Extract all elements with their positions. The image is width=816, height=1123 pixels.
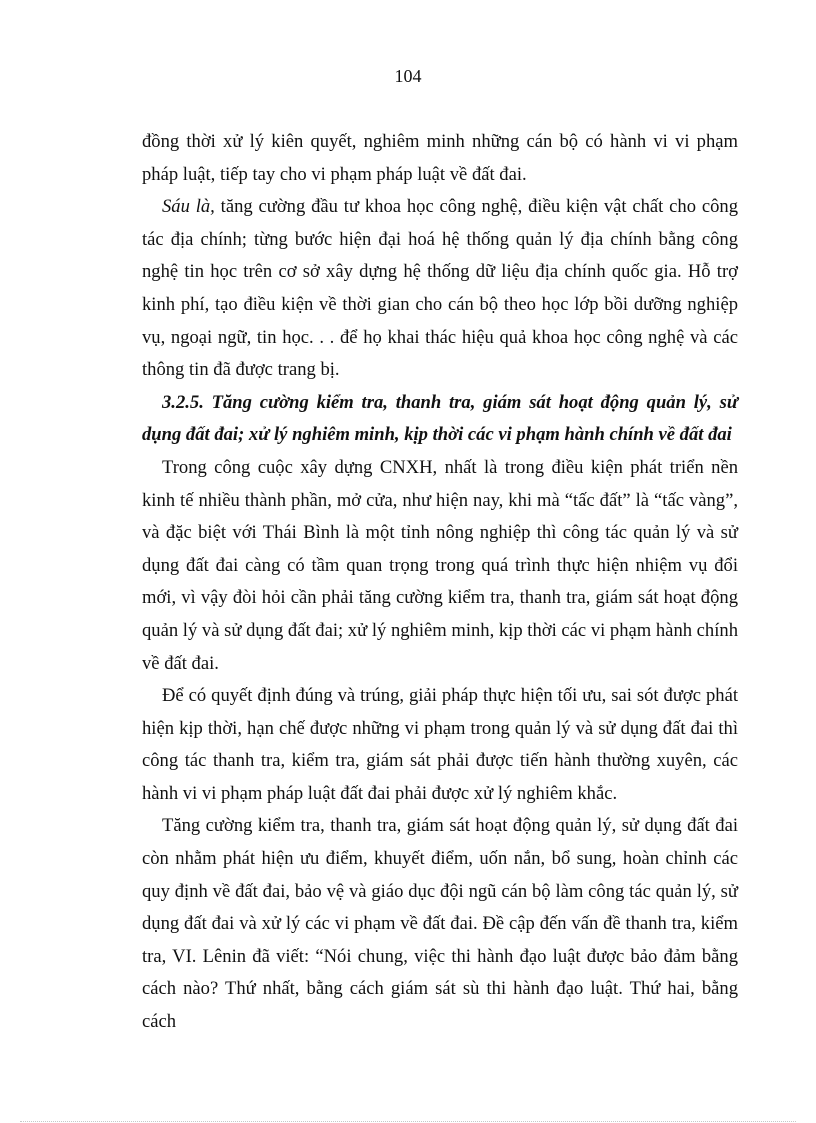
paragraph-lenin-quote: Tăng cường kiểm tra, thanh tra, giám sát hoạt động quản lý, sử dụng đất đai còn nhằm phát hiện ưu điểm, khuyết điểm, uốn nắn, bổ sung, hoàn chỉnh các quy định về đất đai, bảo vệ và giáo dục đội ngũ cán bộ làm công tác quản lý, sử dụng đất đai và xử lý các vi phạm về đất đai. Đề cập đến vấn đề thanh tra, kiểm tra, VI. Lênin đã viết: “Nói chung, việc thi hành đạo luật được bảo đảm bằng cách nào? Thứ nhất, bằng cách giám sát sù thi hành đạo luật. Thứ hai, bằng cách xyxy=(142,815,738,1033)
page-bottom-divider xyxy=(20,1121,796,1122)
page-number: 104 xyxy=(394,66,422,86)
paragraph-sau-la xyxy=(142,191,738,387)
document-body xyxy=(142,126,738,1039)
paragraph-decision: Để có quyết định đúng và trúng, giải pháp thực hiện tối ưu, sai sót được phát hiện kịp thời, hạn chế được những vi phạm trong quản lý và sử dụng đất đai thì công tác thanh tra, kiểm tra, giám sát phải được tiến hành thường xuyên, các hành vi vi phạm pháp luật đất đai phải được xử lý nghiêm khắc. xyxy=(142,685,738,804)
paragraph-context: Trong công cuộc xây dựng CNXH, nhất là trong điều kiện phát triển nền kinh tế nhiều thành phần, mở cửa, như hiện nay, khi mà “tấc đất” là “tấc vàng”, và đặc biệt với Thái Bình là một tỉnh nông nghiệp thì công tác quản lý và sử dụng đất đai càng có tầm quan trọng trong quá trình thực hiện nhiệm vụ đổi mới, vì vậy đòi hỏi cần phải tăng cường kiểm tra, thanh tra, giám sát hoạt động quản lý và sử dụng đất đai; xử lý nghiêm minh, kịp thời các vi phạm hành chính về đất đai. xyxy=(142,456,738,674)
paragraph-body: tăng cường đầu tư khoa học công nghệ, điều kiện vật chất cho công tác địa chính; từng bước hiện đại hoá hệ thống quản lý địa chính bằng công nghệ tin học trên cơ sở xây dựng hệ thống dữ liệu địa chính quốc gia. Hỗ trợ kinh phí, tạo điều kiện về thời gian cho cán bộ theo học lớp bồi dưỡng nghiệp vụ, ngoại ngữ, tin học. . . để họ khai thác hiệu quả khoa học công nghệ và các thông tin đã được trang bị. xyxy=(142,196,739,381)
section-heading: 3.2.5. Tăng cường kiểm tra, thanh tra, giám sát hoạt động quản lý, sử dụng đất đai; xử lý nghiêm minh, kịp thời các vi phạm hành chính về đất đai xyxy=(142,391,738,446)
paragraph-continuation: đồng thời xử lý kiên quyết, nghiêm minh những cán bộ có hành vi vi phạm pháp luật, tiếp tay cho vi phạm pháp luật về đất đai. xyxy=(142,131,738,185)
paragraph-lead-italic: Sáu là, xyxy=(162,196,215,218)
